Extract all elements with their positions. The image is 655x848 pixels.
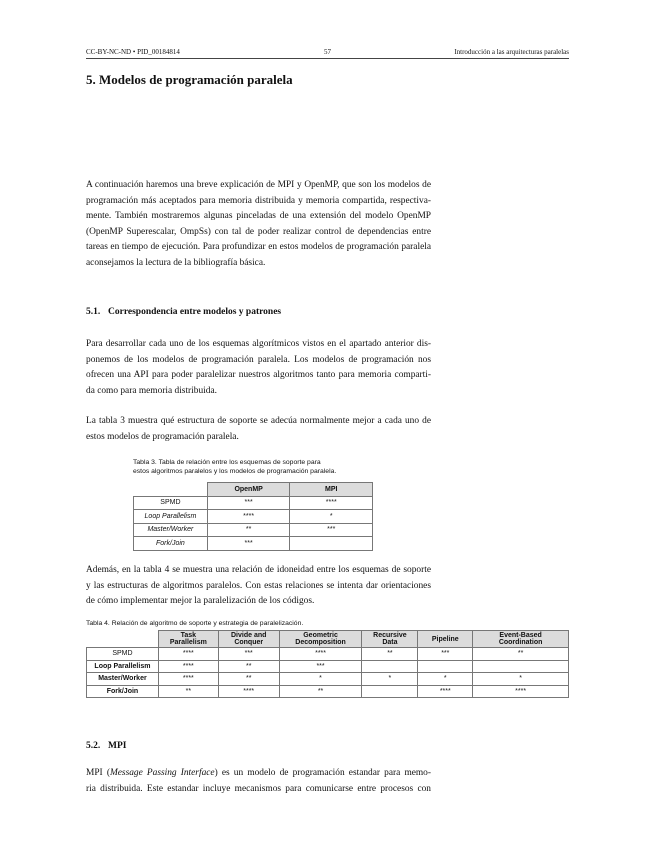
table-cell: **** [279, 648, 362, 661]
table-cell: **** [218, 685, 279, 698]
table-cell: ** [158, 685, 218, 698]
subsection-title: Correspondencia entre modelos y patrones [108, 307, 282, 317]
subsection-heading-5-2 [86, 741, 126, 751]
table-cell: *** [418, 648, 473, 661]
header-line: Geometric [303, 632, 338, 639]
table-cell: ** [473, 648, 569, 661]
header-line: Conquer [234, 639, 264, 646]
table-header-cell [87, 631, 159, 648]
header-rule [86, 58, 569, 59]
table3-caption [133, 459, 336, 476]
subsection-heading-5-1 [86, 307, 281, 317]
table-cell [418, 660, 473, 673]
header-line: Data [382, 639, 398, 646]
text-line: de cómo implementar mejor la paralelización de los códigos. [86, 596, 315, 606]
subsection-number: 5.2. [86, 741, 101, 751]
table-cell: * [290, 510, 373, 524]
paragraph-1 [86, 337, 431, 399]
text-line: da como para memoria distribuida. [86, 385, 217, 396]
header-line: Parallelism [169, 639, 207, 646]
table-cell: Fork/Join [134, 537, 208, 551]
table-header-row [134, 483, 373, 497]
subsection-title: MPI [108, 741, 127, 751]
text-line: ponemos de los modelos de programación paralela. Los modelos de programación nos [86, 354, 431, 365]
table-cell: SPMD [87, 648, 159, 661]
paragraph-3 [86, 563, 431, 610]
table-cell: *** [207, 537, 290, 551]
text-line: ofrecen una API para poder paralelizar nuestros algoritmos tanto para memoria comparti- [86, 370, 431, 380]
table-3 [133, 482, 373, 551]
table-header-row [87, 631, 569, 648]
table-header-cell: MPI [290, 483, 373, 497]
table-cell: **** [473, 685, 569, 698]
text-line: La tabla 3 muestra qué estructura de soporte se adecúa normalmente mejor a cada uno de [86, 416, 431, 426]
table-row [134, 496, 373, 510]
text-line: (OpenMP Superescalar, OmpSs) con tal de poder realizar control de dependencias entre [86, 226, 431, 237]
table-header-cell [418, 631, 473, 648]
text-line [86, 766, 431, 782]
table-cell: SPMD [134, 496, 208, 510]
page-number: 57 [324, 48, 331, 56]
table-4 [86, 630, 569, 698]
table-row [134, 523, 373, 537]
table-header-cell: OpenMP [207, 483, 290, 497]
caption-line: estos algoritmos paralelos y los modelos de programación paralela. [133, 467, 337, 475]
paragraph-4 [86, 766, 431, 797]
table-cell: *** [279, 660, 362, 673]
table-cell: Master/Worker [134, 523, 208, 537]
table-cell: Loop Parallelism [134, 510, 208, 524]
header-line: Divide and [231, 632, 267, 639]
text-line: ria distribuida. Este estandar incluye mecanismos para comunicarse entre procesos con [86, 783, 431, 794]
text-line: tareas en tiempo de ejecución. Para profundizar en estos modelos de programación paralela [86, 242, 431, 252]
section-title: 5. Modelos de programación paralela [86, 72, 293, 87]
running-header-left: CC-BY-NC-ND • PID_00184814 [86, 48, 180, 56]
table-cell: *** [207, 496, 290, 510]
text-line: estos modelos de programación paralela. [86, 431, 239, 442]
table-cell: **** [158, 648, 218, 661]
table-cell: ** [218, 660, 279, 673]
running-header-right: Introducción a las arquitecturas paralelas [454, 48, 569, 56]
table-row [87, 648, 569, 661]
table-header-cell [134, 483, 208, 497]
table-header-cell [279, 631, 362, 648]
text-fragment: ) es un modelo de programación estandar para memo- [214, 768, 431, 778]
table-row [87, 660, 569, 673]
header-line: Task [180, 632, 197, 639]
table-cell: **** [207, 510, 290, 524]
table-cell: Fork/Join [87, 685, 159, 698]
emphasis-text: Message Passing Interface [109, 768, 215, 778]
table-cell [362, 685, 418, 698]
table-cell: * [418, 673, 473, 686]
table-header-cell [473, 631, 569, 648]
table-cell: **** [158, 660, 218, 673]
table-header-cell [218, 631, 279, 648]
table-cell: * [362, 673, 418, 686]
header-line: Event-Based [499, 632, 542, 639]
subsection-number: 5.1. [86, 307, 101, 317]
table-row [87, 685, 569, 698]
table-cell: **** [290, 496, 373, 510]
header-line: Pipeline [431, 635, 459, 643]
table-row [87, 673, 569, 686]
header-line: Recursive [373, 632, 407, 639]
table4-caption: Tabla 4. Relación de algoritmo de soporte y estrategia de paralelización. [86, 620, 304, 627]
table-row [134, 537, 373, 551]
table-cell: ** [279, 685, 362, 698]
table-cell: Master/Worker [87, 673, 159, 686]
table-cell: ** [362, 648, 418, 661]
intro-paragraph [86, 178, 431, 271]
table-cell: *** [290, 523, 373, 537]
table-cell: * [279, 673, 362, 686]
table-cell: **** [418, 685, 473, 698]
table-cell [362, 660, 418, 673]
header-line: Decomposition [295, 639, 346, 646]
text-fragment: MPI ( [86, 768, 110, 778]
table-cell: **** [158, 673, 218, 686]
text-line: programación más aceptados para memoria distribuida y memoria compartida, respectiva- [86, 195, 431, 206]
table-cell: ** [207, 523, 290, 537]
paragraph-2 [86, 414, 431, 445]
text-line: Para desarrollar cada uno de los esquemas algorítmicos vistos en el apartado anterior dis- [86, 339, 431, 349]
table-cell [290, 537, 373, 551]
header-line: Coordination [498, 639, 543, 646]
table-cell [473, 660, 569, 673]
text-line: mente. También mostraremos algunas pinceladas de una extensión del modelo OpenMP [86, 211, 431, 221]
table-cell: ** [218, 673, 279, 686]
table-cell: *** [218, 648, 279, 661]
table-header-cell [362, 631, 418, 648]
text-line: y las estructuras de algoritmos paralelos. Con estas relaciones se intenta dar orientaciones [86, 580, 431, 591]
caption-line: Tabla 3. Tabla de relación entre los esquemas de soporte para [133, 459, 321, 466]
text-line: aconsejamos la lectura de la bibliografía básica. [86, 257, 266, 268]
table-cell: * [473, 673, 569, 686]
table-cell: Loop Parallelism [87, 660, 159, 673]
text-line: A continuación haremos una breve explicación de MPI y OpenMP, que son los modelos de [86, 180, 431, 190]
table-header-cell [158, 631, 218, 648]
text-line: Además, en la tabla 4 se muestra una relación de idoneidad entre los esquemas de soporte [86, 565, 431, 575]
table-row [134, 510, 373, 524]
